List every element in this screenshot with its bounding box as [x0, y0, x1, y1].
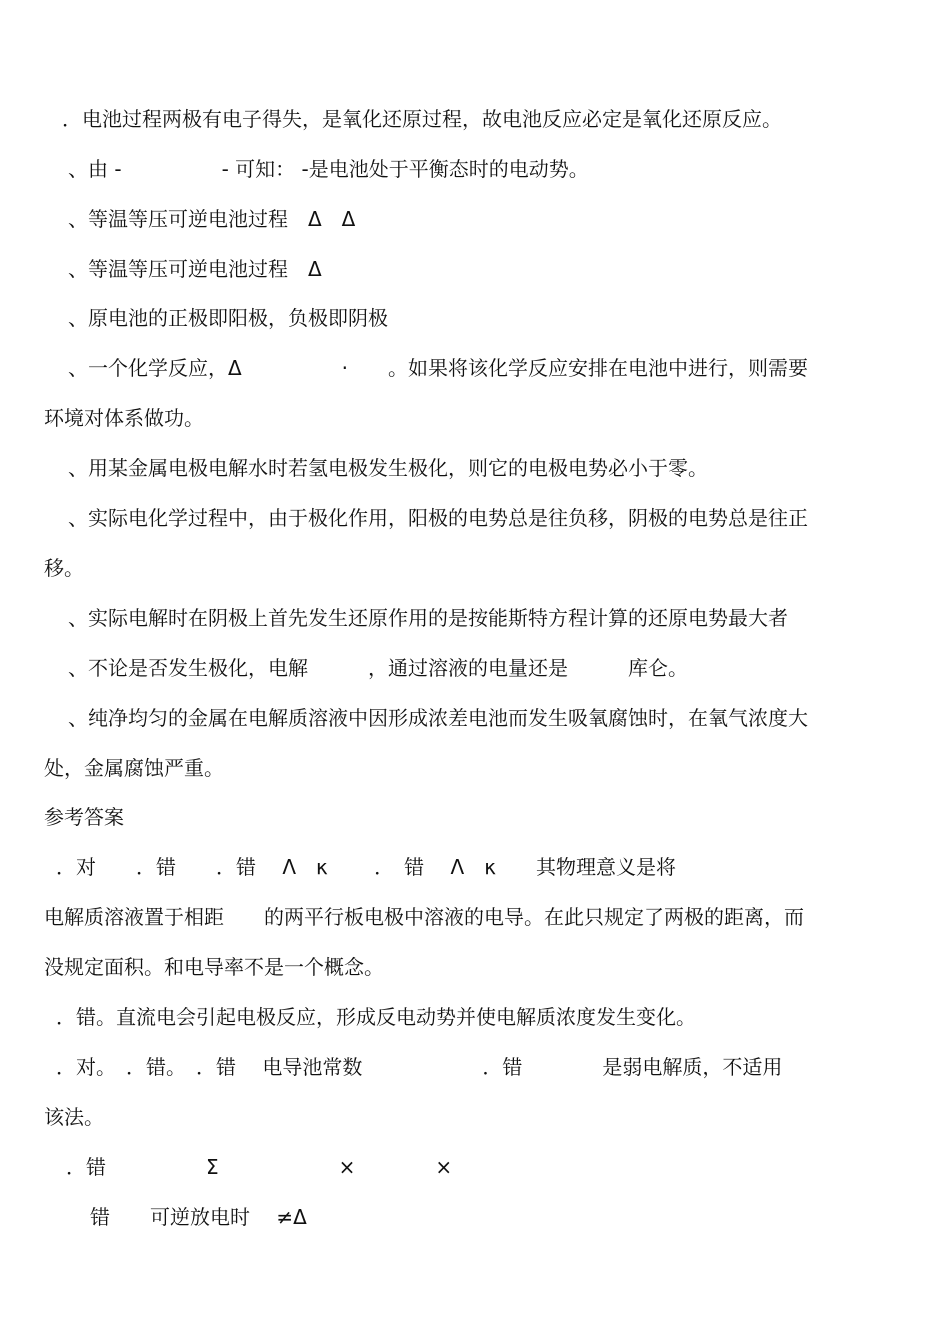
text-line-8: 、用某金属电极电解水时若氢电极发生极化，则它的电极电势必小于零。 [68, 456, 708, 480]
text-line-11: 、实际电解时在阴极上首先发生还原作用的是按能斯特方程计算的还原电势最大者 [68, 606, 788, 630]
answers-heading: 参考答案 [44, 805, 124, 829]
text-line-13: 、纯净均匀的金属在电解质溶液中因形成浓差电池而发生吸氧腐蚀时，在氧气浓度大 [68, 706, 808, 730]
text-line-7: 环境对体系做功。 [44, 406, 204, 430]
text-line-2: 、由 - - 可知： -是电池处于平衡态时的电动势。 [68, 157, 589, 181]
answer-line-1: ．对 ．错 ．错 Λ κ ． 错 Λ κ 其物理意义是将 [56, 855, 677, 879]
text-line-1: ．电池过程两极有电子得失，是氧化还原过程，故电池反应必定是氧化还原反应。 [62, 107, 782, 131]
answer-line-4: ．错。直流电会引起电极反应，形成反电动势并使电解质浓度发生变化。 [56, 1005, 696, 1029]
text-line-4: 、等温等压可逆电池过程 Δ [68, 257, 322, 281]
answer-line-5: ．对。 ．错。 ．错 电导池常数 ．错 是弱电解质，不适用 [56, 1055, 783, 1079]
answer-line-6: 该法。 [44, 1105, 104, 1129]
text-line-12: 、不论是否发生极化，电解 ，通过溶液的电量还是 库仑。 [68, 656, 688, 680]
answer-line-7: ．错 Σ × × [66, 1155, 453, 1179]
answer-line-3: 没规定面积。和电导率不是一个概念。 [44, 955, 384, 979]
text-line-6: 、一个化学反应，Δ · 。如果将该化学反应安排在电池中进行，则需要 [68, 356, 809, 380]
answer-line-2: 电解质溶液置于相距 的两平行板电极中溶液的电导。在此只规定了两极的距离，而 [44, 905, 804, 929]
text-line-10: 移。 [44, 556, 84, 580]
text-line-3: 、等温等压可逆电池过程 Δ Δ [68, 207, 356, 231]
text-line-14: 处，金属腐蚀严重。 [44, 756, 224, 780]
answer-line-8: 错 可逆放电时 ≠Δ [90, 1205, 307, 1229]
text-line-9: 、实际电化学过程中，由于极化作用，阳极的电势总是往负移，阴极的电势总是往正 [68, 506, 808, 530]
text-line-5: 、原电池的正极即阳极，负极即阴极 [68, 306, 388, 330]
